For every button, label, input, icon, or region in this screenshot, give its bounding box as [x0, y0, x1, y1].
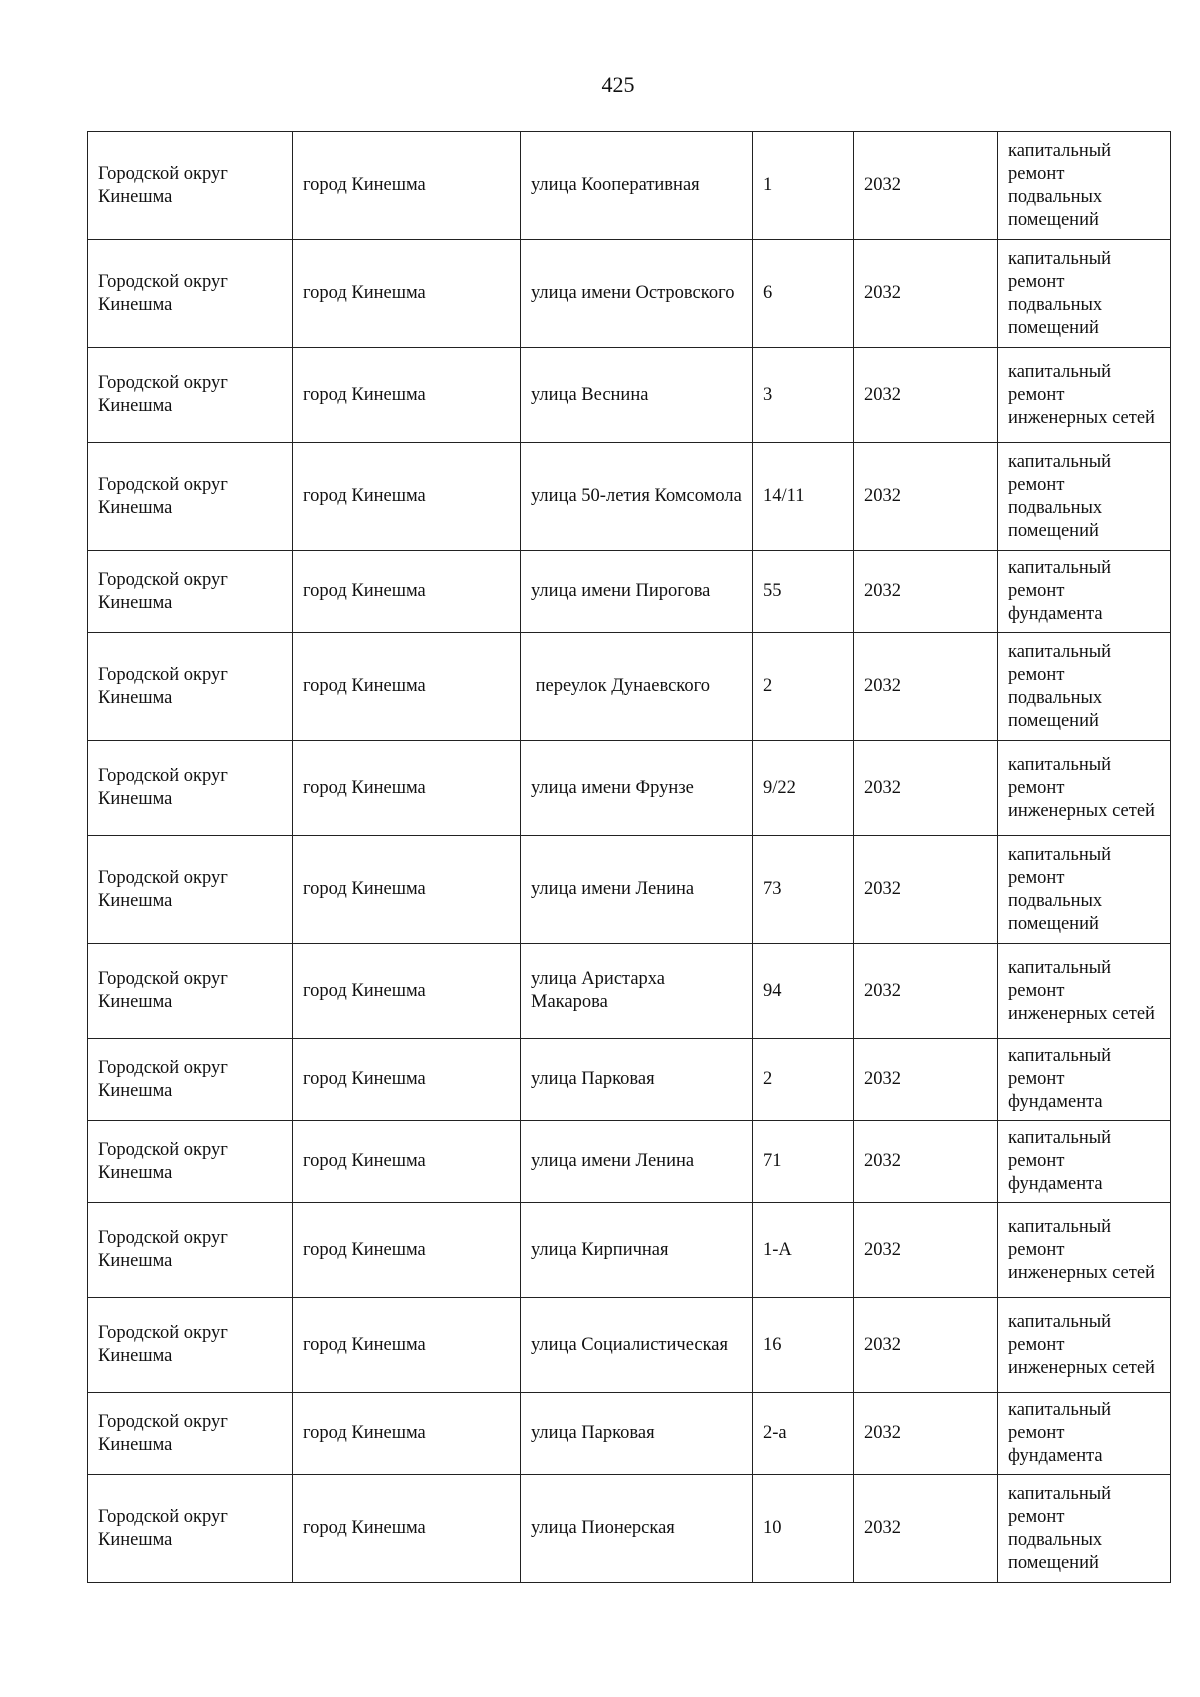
cell-work: капитальный ремонт инженерных сетей [998, 944, 1171, 1039]
cell-year: 2032 [854, 443, 998, 551]
cell-house: 2-а [753, 1393, 854, 1475]
table-row [88, 348, 1171, 443]
cell-work: капитальный ремонт инженерных сетей [998, 1203, 1171, 1298]
cell-district: Городской округ Кинешма [88, 348, 293, 443]
cell-district: Городской округ Кинешма [88, 443, 293, 551]
cell-year: 2032 [854, 741, 998, 836]
cell-house: 55 [753, 551, 854, 633]
cell-year: 2032 [854, 1121, 998, 1203]
cell-house: 73 [753, 836, 854, 944]
table-row [88, 633, 1171, 741]
cell-street: улица Социалистическая [521, 1298, 753, 1393]
cell-city: город Кинешма [293, 1298, 521, 1393]
cell-city: город Кинешма [293, 944, 521, 1039]
cell-street: улица имени Фрунзе [521, 741, 753, 836]
page-number: 425 [601, 72, 635, 97]
cell-work: капитальный ремонт подвальных помещений [998, 443, 1171, 551]
cell-street: улица имени Ленина [521, 836, 753, 944]
cell-work: капитальный ремонт подвальных помещений [998, 633, 1171, 741]
cell-street: переулок Дунаевского [521, 633, 753, 741]
cell-house: 71 [753, 1121, 854, 1203]
cell-street: улица Парковая [521, 1393, 753, 1475]
cell-city: город Кинешма [293, 551, 521, 633]
cell-year: 2032 [854, 1039, 998, 1121]
cell-house: 6 [753, 240, 854, 348]
repair-register-table [87, 131, 1171, 1583]
cell-city: город Кинешма [293, 1393, 521, 1475]
cell-house: 2 [753, 633, 854, 741]
cell-year: 2032 [854, 836, 998, 944]
cell-house: 2 [753, 1039, 854, 1121]
cell-city: город Кинешма [293, 741, 521, 836]
table-row [88, 1393, 1171, 1475]
table-row [88, 944, 1171, 1039]
table-row [88, 132, 1171, 240]
table-row [88, 1203, 1171, 1298]
cell-work: капитальный ремонт подвальных помещений [998, 132, 1171, 240]
cell-street: улица Парковая [521, 1039, 753, 1121]
cell-district: Городской округ Кинешма [88, 1298, 293, 1393]
table-row [88, 836, 1171, 944]
cell-year: 2032 [854, 1475, 998, 1583]
cell-year: 2032 [854, 1203, 998, 1298]
cell-street: улица Кирпичная [521, 1203, 753, 1298]
cell-city: город Кинешма [293, 1121, 521, 1203]
cell-house: 94 [753, 944, 854, 1039]
cell-house: 10 [753, 1475, 854, 1583]
cell-city: город Кинешма [293, 348, 521, 443]
cell-work: капитальный ремонт инженерных сетей [998, 741, 1171, 836]
cell-district: Городской округ Кинешма [88, 132, 293, 240]
cell-district: Городской округ Кинешма [88, 1203, 293, 1298]
cell-city: город Кинешма [293, 633, 521, 741]
cell-district: Городской округ Кинешма [88, 240, 293, 348]
cell-work: капитальный ремонт инженерных сетей [998, 1298, 1171, 1393]
cell-district: Городской округ Кинешма [88, 633, 293, 741]
cell-work: капитальный ремонт инженерных сетей [998, 348, 1171, 443]
cell-city: город Кинешма [293, 240, 521, 348]
table-row [88, 1298, 1171, 1393]
cell-work: капитальный ремонт фундамента [998, 1039, 1171, 1121]
cell-street: улица имени Островского [521, 240, 753, 348]
cell-district: Городской округ Кинешма [88, 1393, 293, 1475]
cell-work: капитальный ремонт фундамента [998, 551, 1171, 633]
cell-house: 9/22 [753, 741, 854, 836]
table-row [88, 1039, 1171, 1121]
cell-year: 2032 [854, 633, 998, 741]
cell-house: 1-А [753, 1203, 854, 1298]
cell-district: Городской округ Кинешма [88, 836, 293, 944]
cell-year: 2032 [854, 348, 998, 443]
cell-year: 2032 [854, 551, 998, 633]
cell-street: улица Пионерская [521, 1475, 753, 1583]
cell-district: Городской округ Кинешма [88, 1475, 293, 1583]
cell-city: город Кинешма [293, 1039, 521, 1121]
cell-city: город Кинешма [293, 443, 521, 551]
cell-work: капитальный ремонт подвальных помещений [998, 240, 1171, 348]
cell-city: город Кинешма [293, 1475, 521, 1583]
table-row [88, 551, 1171, 633]
cell-district: Городской округ Кинешма [88, 741, 293, 836]
cell-work: капитальный ремонт подвальных помещений [998, 836, 1171, 944]
cell-city: город Кинешма [293, 1203, 521, 1298]
cell-house: 1 [753, 132, 854, 240]
cell-year: 2032 [854, 132, 998, 240]
cell-city: город Кинешма [293, 132, 521, 240]
cell-district: Городской округ Кинешма [88, 1039, 293, 1121]
cell-street: улица имени Пирогова [521, 551, 753, 633]
cell-street: улица имени Ленина [521, 1121, 753, 1203]
table-row [88, 1475, 1171, 1583]
cell-work: капитальный ремонт фундамента [998, 1393, 1171, 1475]
cell-district: Городской округ Кинешма [88, 944, 293, 1039]
cell-year: 2032 [854, 944, 998, 1039]
cell-year: 2032 [854, 1298, 998, 1393]
table-row [88, 240, 1171, 348]
cell-year: 2032 [854, 1393, 998, 1475]
cell-street: улица Аристарха Макарова [521, 944, 753, 1039]
table-row [88, 443, 1171, 551]
cell-street: улица Кооперативная [521, 132, 753, 240]
cell-house: 16 [753, 1298, 854, 1393]
cell-street: улица 50-летия Комсомола [521, 443, 753, 551]
cell-house: 14/11 [753, 443, 854, 551]
table-row [88, 1121, 1171, 1203]
cell-work: капитальный ремонт подвальных помещений [998, 1475, 1171, 1583]
cell-district: Городской округ Кинешма [88, 1121, 293, 1203]
cell-work: капитальный ремонт фундамента [998, 1121, 1171, 1203]
cell-district: Городской округ Кинешма [88, 551, 293, 633]
table-row [88, 741, 1171, 836]
cell-street: улица Веснина [521, 348, 753, 443]
cell-house: 3 [753, 348, 854, 443]
cell-year: 2032 [854, 240, 998, 348]
cell-city: город Кинешма [293, 836, 521, 944]
